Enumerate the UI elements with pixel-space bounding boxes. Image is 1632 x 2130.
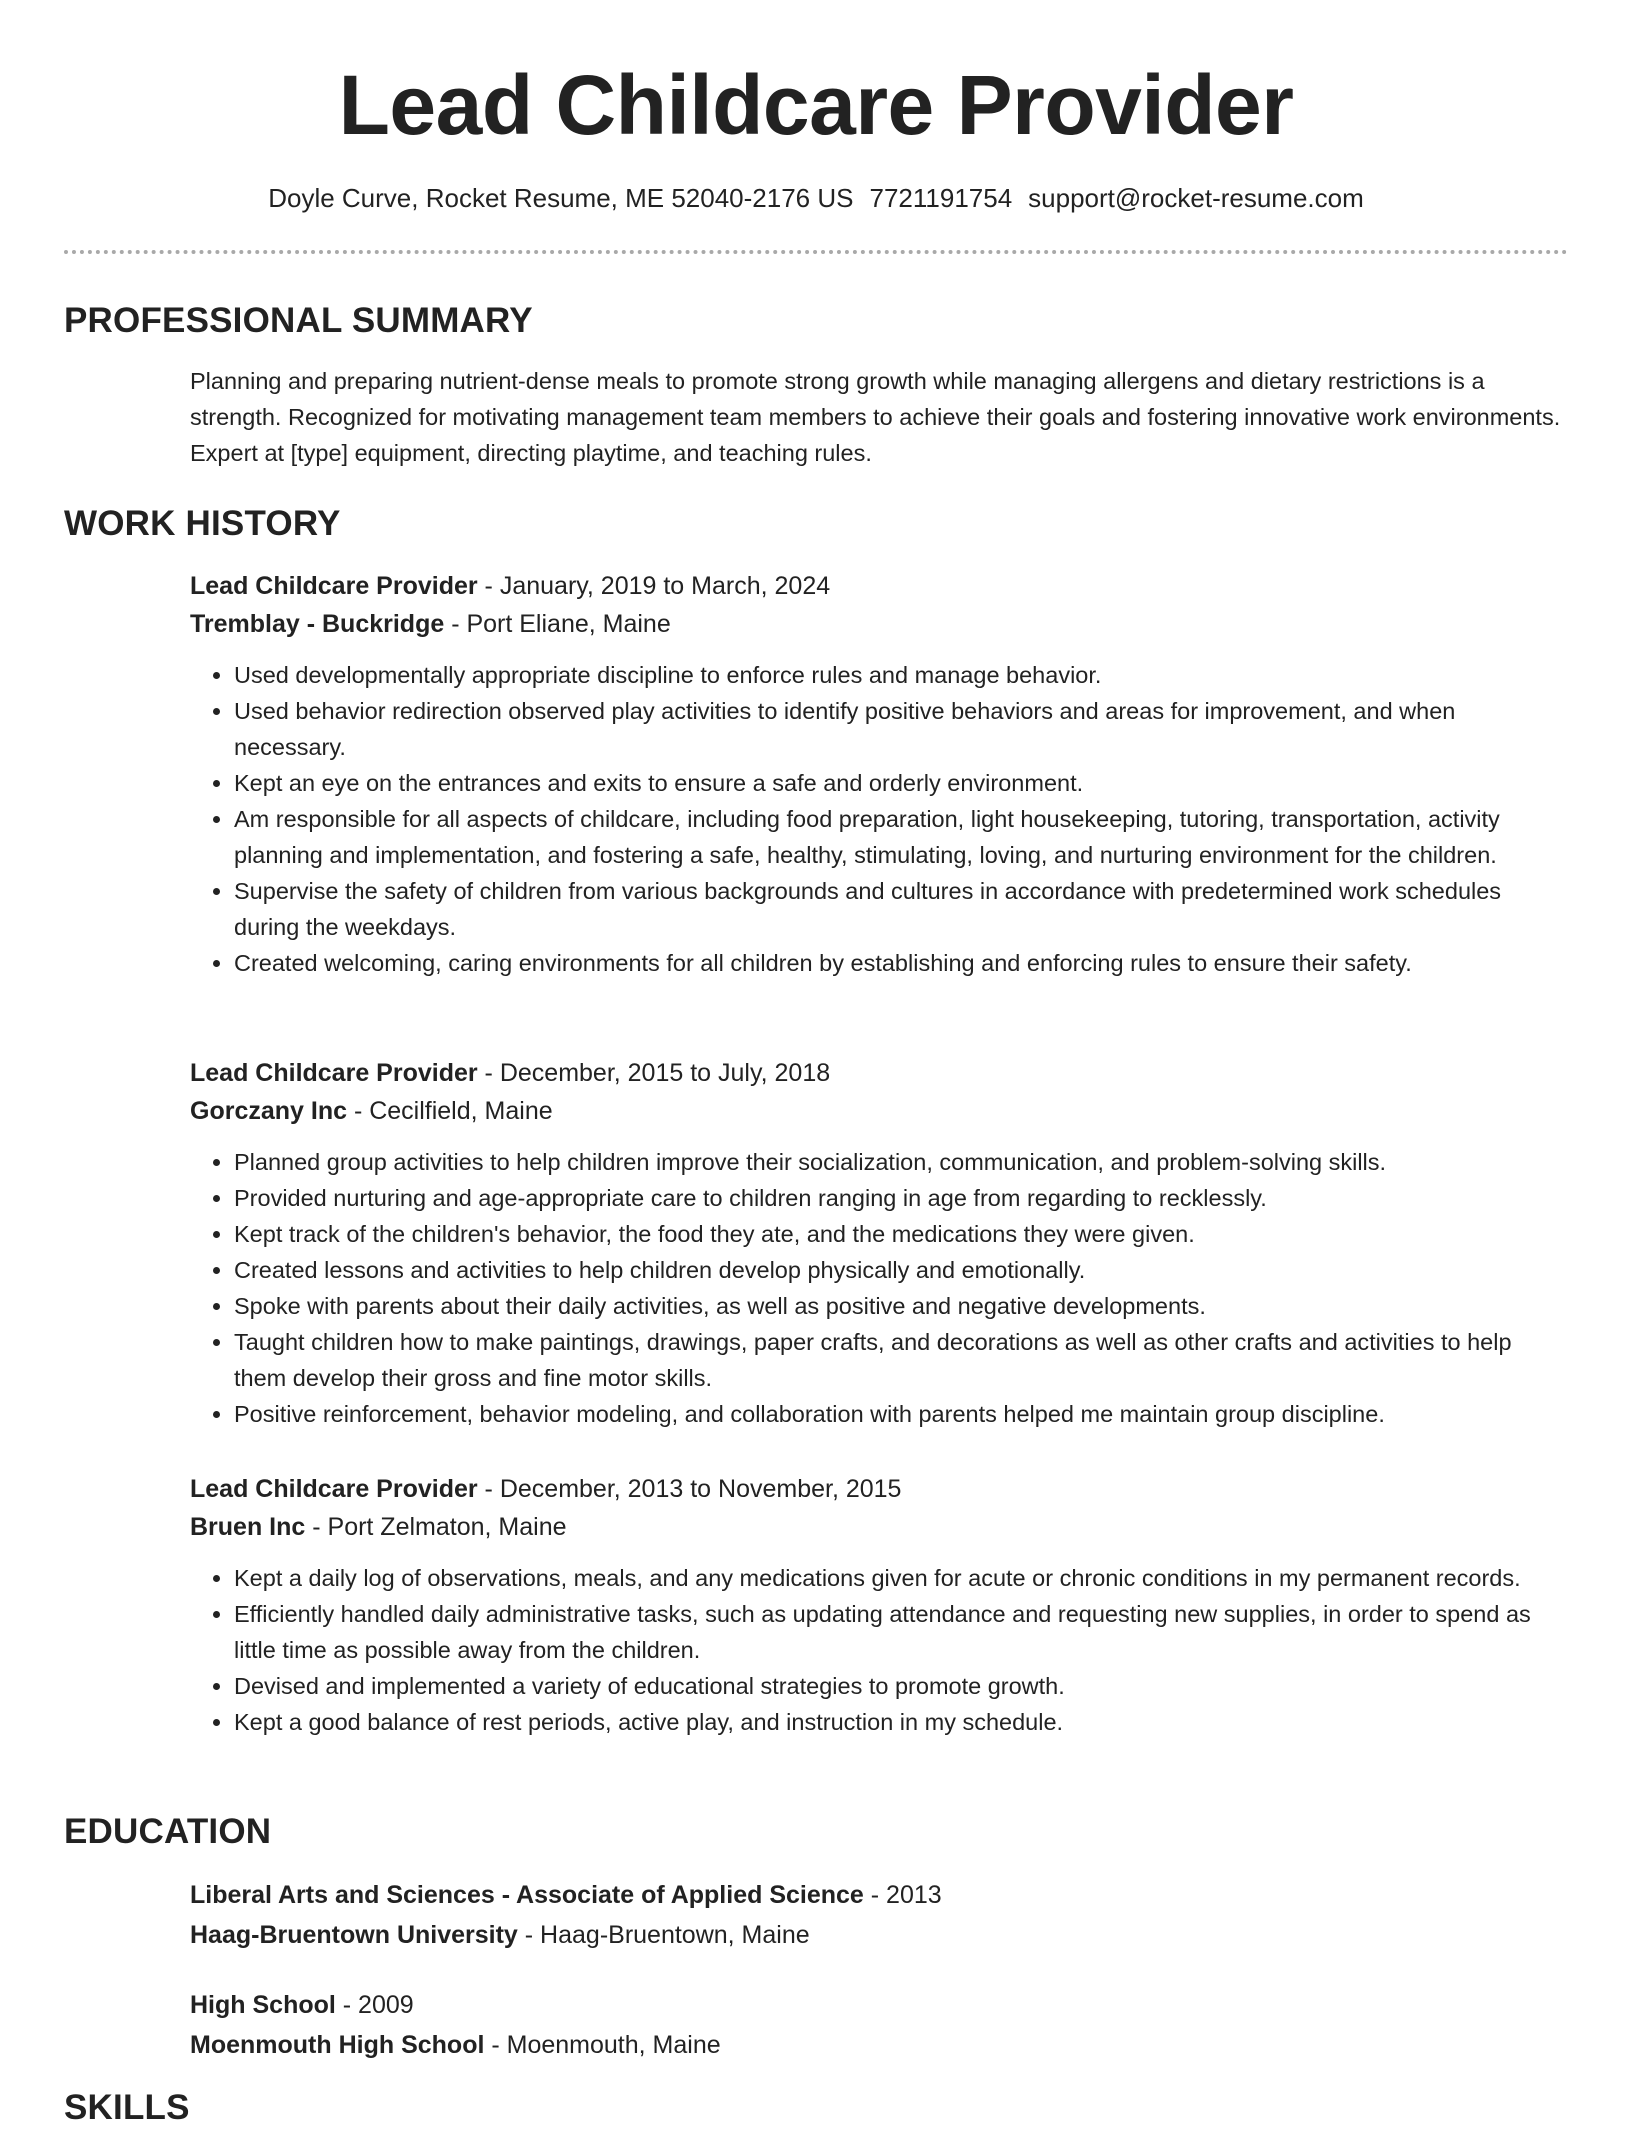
job-bullet: • Created lessons and activities to help children develop physically and emotionally.: [234, 1252, 1568, 1288]
job-location: - Port Zelmaton, Maine: [305, 1513, 567, 1541]
education-location: - Moenmouth, Maine: [484, 2031, 721, 2059]
job-role: Lead Childcare Provider: [190, 1059, 478, 1087]
education-year: - 2013: [863, 1881, 942, 1909]
job-entry: [64, 1054, 1568, 1432]
contact-email: support@rocket-resume.com: [1028, 183, 1364, 213]
education-school: Moenmouth High School: [190, 2031, 485, 2059]
job-bullet-list: [190, 1144, 1568, 1432]
education-location: - Haag-Bruentown, Maine: [517, 1921, 810, 1949]
education-degree-line: [190, 1985, 1568, 2025]
job-entry: [64, 567, 1568, 981]
section-title-skills: SKILLS: [64, 2088, 190, 2127]
job-bullet: • Kept track of the children's behavior, the food they ate, and the medications they were given.: [234, 1216, 1568, 1252]
education-year: - 2009: [335, 1991, 414, 2019]
job-company-line: [190, 605, 1568, 643]
job-title-line: [190, 567, 1568, 605]
contact-phone: 7721191754: [869, 183, 1013, 213]
job-bullet-list: [190, 657, 1568, 981]
education-section: [64, 1810, 1568, 1854]
education-entry: [64, 1875, 1568, 1955]
job-bullet: • Kept a daily log of observations, meals, and any medications given for acute or chronic conditions in my permanent records.: [234, 1560, 1568, 1596]
job-company-line: [190, 1508, 1568, 1546]
job-title-line: [190, 1054, 1568, 1092]
job-bullet: • Spoke with parents about their daily activities, as well as positive and negative developments.: [234, 1288, 1568, 1324]
section-title-work-history: WORK HISTORY: [64, 504, 341, 543]
section-title-summary: PROFESSIONAL SUMMARY: [64, 301, 533, 340]
job-location: - Port Eliane, Maine: [444, 610, 671, 638]
job-company: Tremblay - Buckridge: [190, 610, 445, 638]
education-degree: Liberal Arts and Sciences - Associate of Applied Science: [190, 1881, 864, 1909]
job-entry: [64, 1470, 1568, 1740]
education-school-line: [190, 1915, 1568, 1955]
job-role: Lead Childcare Provider: [190, 572, 478, 600]
job-location: - Cecilfield, Maine: [347, 1097, 553, 1125]
job-bullet-list: [190, 1560, 1568, 1740]
job-bullet: • Positive reinforcement, behavior modeling, and collaboration with parents helped me maintain group discipline.: [234, 1396, 1568, 1432]
job-bullet: • Efficiently handled daily administrative tasks, such as updating attendance and requesting new supplies, in order to spend as little time as possible away from the children.: [234, 1596, 1568, 1668]
job-bullet: • Created welcoming, caring environments for all children by establishing and enforcing rules to ensure their safety.: [234, 945, 1568, 981]
job-bullet: • Kept an eye on the entrances and exits to ensure a safe and orderly environment.: [234, 765, 1568, 801]
education-entry: [64, 1985, 1568, 2065]
contact-address: Doyle Curve, Rocket Resume, ME 52040-2176 US: [268, 183, 854, 213]
job-dates: - January, 2019 to March, 2024: [477, 572, 831, 600]
header-divider: [64, 250, 1568, 254]
job-bullet: • Planned group activities to help children improve their socialization, communication, and problem-solving skills.: [234, 1144, 1568, 1180]
job-title-line: [190, 1470, 1568, 1508]
job-company: Gorczany Inc: [190, 1097, 347, 1125]
job-bullet: • Supervise the safety of children from various backgrounds and cultures in accordance with predetermined work schedules during the weekdays.: [234, 873, 1568, 945]
education-degree: High School: [190, 1991, 336, 2019]
job-bullet: • Am responsible for all aspects of childcare, including food preparation, light housekeeping, tutoring, transportation, activity planning and implementation, and fostering a safe, healthy, stimulating, loving, and nurturing environment for the children.: [234, 801, 1568, 873]
job-bullet: • Provided nurturing and age-appropriate care to children ranging in age from regarding to recklessly.: [234, 1180, 1568, 1216]
job-dates: - December, 2015 to July, 2018: [477, 1059, 831, 1087]
job-bullet: • Kept a good balance of rest periods, active play, and instruction in my schedule.: [234, 1704, 1568, 1740]
education-degree-line: [190, 1875, 1568, 1915]
work-history-section: [64, 502, 1568, 546]
contact-line: [0, 180, 1632, 216]
job-dates: - December, 2013 to November, 2015: [477, 1475, 902, 1503]
summary-text: Planning and preparing nutrient-dense meals to promote strong growth while managing allergens and dietary restrictions is a strength. Recognized for motivating management team members to achieve their goals and fostering innovative work environments. Expert at [type] equipment, directing playtime, and teaching rules.: [190, 368, 1561, 466]
job-bullet: • Taught children how to make paintings, drawings, paper crafts, and decorations as well as other crafts and activities to help them develop their gross and fine motor skills.: [234, 1324, 1568, 1396]
section-title-education: EDUCATION: [64, 1812, 272, 1851]
job-company: Bruen Inc: [190, 1513, 306, 1541]
candidate-name: Lead Childcare Provider: [338, 58, 1294, 152]
job-role: Lead Childcare Provider: [190, 1475, 478, 1503]
skills-section: [64, 2086, 1568, 2130]
education-school: Haag-Bruentown University: [190, 1921, 518, 1949]
job-bullet: • Devised and implemented a variety of educational strategies to promote growth.: [234, 1668, 1568, 1704]
job-bullet: • Used behavior redirection observed play activities to identify positive behaviors and areas for improvement, and when necessary.: [234, 693, 1568, 765]
summary-section: [64, 299, 1568, 471]
education-school-line: [190, 2025, 1568, 2065]
job-company-line: [190, 1092, 1568, 1130]
job-bullet: • Used developmentally appropriate discipline to enforce rules and manage behavior.: [234, 657, 1568, 693]
